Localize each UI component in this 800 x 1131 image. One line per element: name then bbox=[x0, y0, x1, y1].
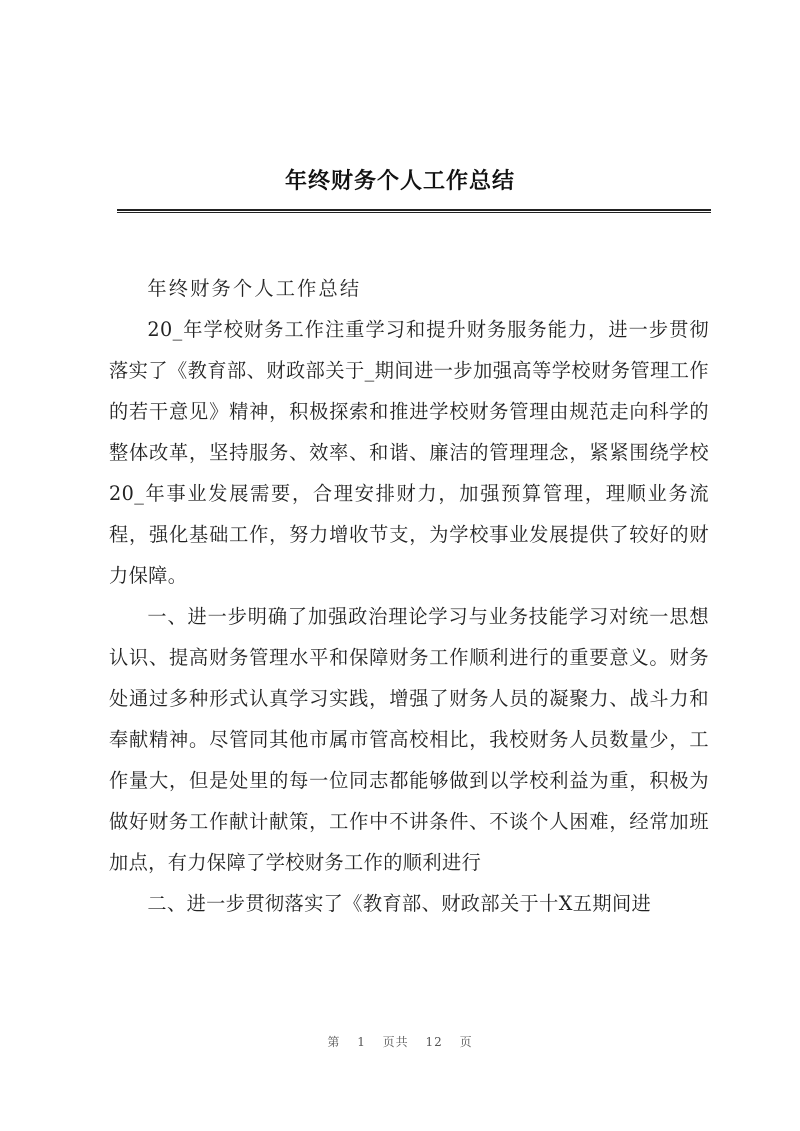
footer-mid: 页共 bbox=[382, 1035, 409, 1049]
footer-suffix: 页 bbox=[459, 1035, 473, 1049]
footer-prefix: 第 bbox=[327, 1035, 341, 1049]
paragraph-intro: 20_年学校财务工作注重学习和提升财务服务能力，进一步贯彻落实了《教育部、财政部关于_期间进一步加强高等学校财务管理工作的若干意见》精神，积极探索和推进学校财务管理由规范走向科学的整体改革，坚持服务、效率、和谐、廉洁的管理理念，紧紧围绕学校20_年事业发展需要，合理安排财力，加强预算管理，理顺业务流程，强化基础工作，努力增收节支，为学校事业发展提供了较好的财力保障。 bbox=[109, 318, 709, 587]
document-body bbox=[109, 268, 709, 924]
document-title: 年终财务个人工作总结 bbox=[284, 169, 515, 194]
paragraph-heading: 年终财务个人工作总结 bbox=[147, 277, 362, 300]
title-divider bbox=[117, 209, 711, 213]
paragraph-section-1: 一、进一步明确了加强政治理论学习与业务技能学习对统一思想认识、提高财务管理水平和保障财务工作顺利进行的重要意义。财务处通过多种形式认真学习实践，增强了财务人员的凝聚力、战斗力和奉献精神。尽管同其他市属市管高校相比，我校财务人员数量少，工作量大，但是处里的每一位同志都能够做到以学校利益为重，积极为做好财务工作献计献策，工作中不讲条件、不谈个人困难，经常加班加点，有力保障了学校财务工作的顺利进行 bbox=[109, 605, 709, 874]
page-footer bbox=[0, 1033, 800, 1050]
paragraph-section-2: 二、进一步贯彻落实了《教育部、财政部关于十X五期间进 bbox=[147, 892, 652, 915]
footer-current-page: 1 bbox=[357, 1035, 366, 1049]
footer-total-pages: 12 bbox=[425, 1035, 443, 1049]
